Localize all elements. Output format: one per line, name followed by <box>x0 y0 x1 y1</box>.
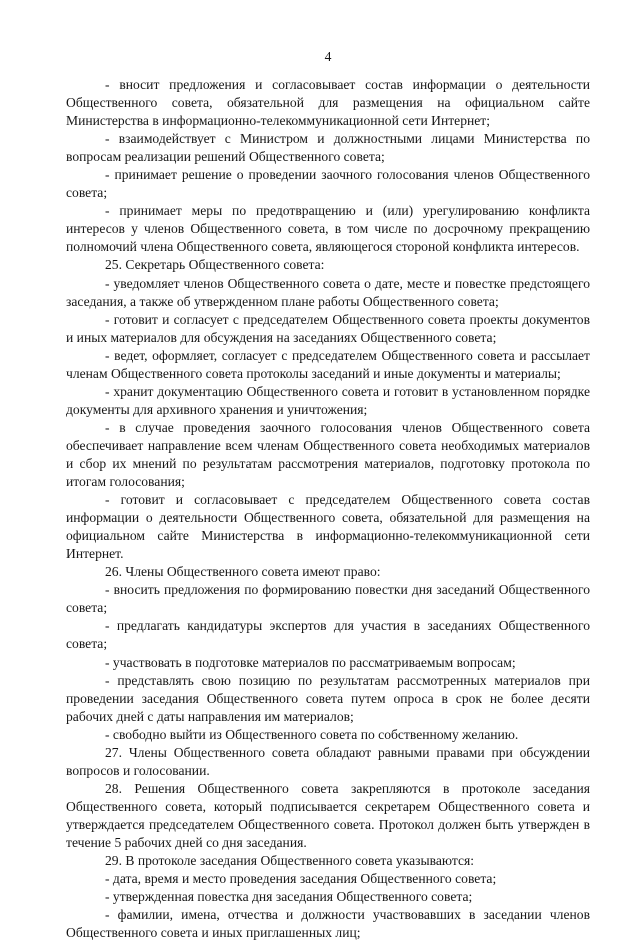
list-item-absentee-vote-materials: - в случае проведения заочного голосования членов Общественного совета обеспечивает направление всем членам Общественного совета необходимых материалов и сбор их мнений по результатам рассмотрения материалов, подготовку протокола по итогам голосования; <box>66 419 590 490</box>
list-item-prepares-publish-info: - готовит и согласовывает с председателем Общественного совета состав информации о деятельности Общественного совета, обязательной для размещения на официальном сайте Министерства в информационно-телекоммуникационной сети Интернет. <box>66 492 590 562</box>
list-item-prepares-drafts: - готовит и согласует с председателем Общественного совета проекты документов и иных материалов для обсуждения на заседаниях Общественного совета; <box>66 311 590 345</box>
section-25-heading: 25. Секретарь Общественного совета: <box>105 257 325 273</box>
page-number: 4 <box>324 49 332 64</box>
list-item-publish-info: - вносит предложения и согласовывает состав информации о деятельности Общественного совета, обязательной для размещения на официальном сайте Министерства в информационно-телекоммуникационной сети Интернет; <box>66 77 590 129</box>
section-29-heading: 29. В протоколе заседания Общественного совета указываются: <box>105 853 475 869</box>
list-item-notifies-members: - уведомляет членов Общественного совета о дате, месте и повестке предстоящего заседания, а также об утвержденном плане работы Общественного совета; <box>66 275 590 309</box>
list-item-absentee-vote-decision: - принимает решение о проведении заочного голосования членов Общественного совета; <box>66 167 590 201</box>
section-26-heading: 26. Члены Общественного совета имеют право: <box>105 564 381 580</box>
list-item-interacts-with-minister: - взаимодействует с Министром и должностными лицами Министерства по вопросам реализации решений Общественного совета; <box>66 131 590 165</box>
list-item-conflict-of-interest: - принимает меры по предотвращению и (или) урегулированию конфликта интересов у членов Общественного совета, в том числе по досрочному прекращению полномочий члена Общественного совета, являющегося стороной конфликта интересов. <box>66 203 590 255</box>
list-item-propose-experts: - предлагать кандидатуры экспертов для участия в заседаниях Общественного совета; <box>66 618 590 652</box>
list-item-leave-council: - свободно выйти из Общественного совета по собственному желанию. <box>105 726 519 742</box>
section-28-paragraph: 28. Решения Общественного совета закрепляются в протоколе заседания Общественного совета, который подписывается секретарем Общественного совета и утверждается председателем Общественного совета. Протокол должен быть утвержден в течение 5 рабочих дней со дня заседания. <box>66 780 590 850</box>
list-item-date-time-place: - дата, время и место проведения заседания Общественного совета; <box>105 871 497 887</box>
list-item-present-position: - представлять свою позицию по результатам рассмотренных материалов при проведении заседания Общественного совета путем опроса в срок не более десяти рабочих дней с даты направления им материалов; <box>66 672 590 724</box>
list-item-agenda-proposals: - вносить предложения по формированию повестки дня заседаний Общественного совета; <box>66 582 590 616</box>
list-item-archives-documents: - хранит документацию Общественного совета и готовит в установленном порядке документы для архивного хранения и уничтожения; <box>66 383 590 417</box>
list-item-participants: - фамилии, имена, отчества и должности участвовавших в заседании членов Общественного совета и иных приглашенных лиц; <box>66 907 590 941</box>
section-27-paragraph: 27. Члены Общественного совета обладают равными правами при обсуждении вопросов и голосовании. <box>66 744 590 778</box>
list-item-prepare-materials: - участвовать в подготовке материалов по рассматриваемым вопросам; <box>105 654 516 670</box>
list-item-keeps-minutes: - ведет, оформляет, согласует с председателем Общественного совета и рассылает членам Общественного совета протоколы заседаний и иные документы и материалы; <box>66 347 590 381</box>
document-body <box>66 76 590 942</box>
list-item-approved-agenda: - утвержденная повестка дня заседания Общественного совета; <box>105 889 473 905</box>
